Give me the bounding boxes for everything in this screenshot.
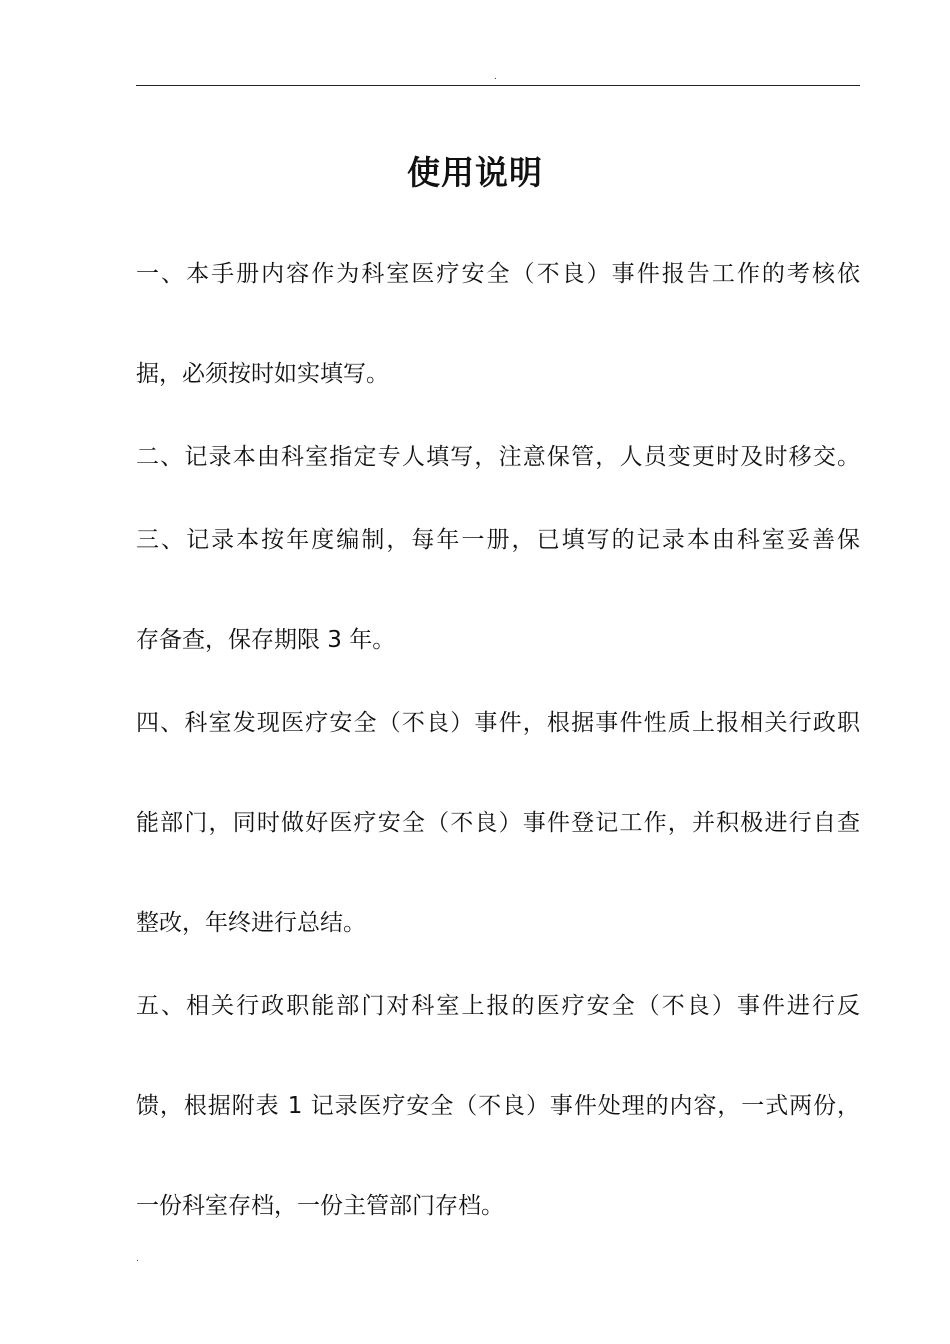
instructions-body — [136, 249, 860, 1231]
paragraph-line: 能部门，同时做好医疗安全（不良）事件登记工作，并积极进行自查 — [136, 810, 860, 836]
paragraph-5 — [136, 981, 860, 1231]
paragraph-line: 据，必须按时如实填写。 — [136, 361, 389, 387]
paragraph-line: 存备查，保存期限 3 年。 — [136, 627, 396, 653]
paragraph-1 — [136, 249, 860, 399]
header-mark: . — [494, 72, 497, 82]
paragraph-line: 一、本手册内容作为科室医疗安全（不良）事件报告工作的考核依 — [136, 261, 860, 287]
page-title: 使用说明 — [407, 153, 543, 192]
paragraph-line: 一份科室存档，一份主管部门存档。 — [136, 1193, 504, 1219]
footer-mark: . — [136, 1254, 139, 1264]
header-rule — [136, 85, 860, 86]
paragraph-2 — [136, 432, 860, 482]
paragraph-line: 整改，年终进行总结。 — [136, 910, 366, 936]
paragraph-line: 馈，根据附表 1 记录医疗安全（不良）事件处理的内容，一式两份， — [136, 1093, 860, 1119]
paragraph-line: 三、记录本按年度编制，每年一册，已填写的记录本由科室妥善保 — [136, 527, 860, 553]
paragraph-4 — [136, 698, 860, 948]
paragraph-line: 五、相关行政职能部门对科室上报的医疗安全（不良）事件进行反 — [136, 993, 860, 1019]
paragraph-3 — [136, 515, 860, 665]
paragraph-line: 四、科室发现医疗安全（不良）事件，根据事件性质上报相关行政职 — [136, 710, 860, 736]
paragraph-line: 二、记录本由科室指定专人填写，注意保管，人员变更时及时移交。 — [136, 444, 860, 470]
